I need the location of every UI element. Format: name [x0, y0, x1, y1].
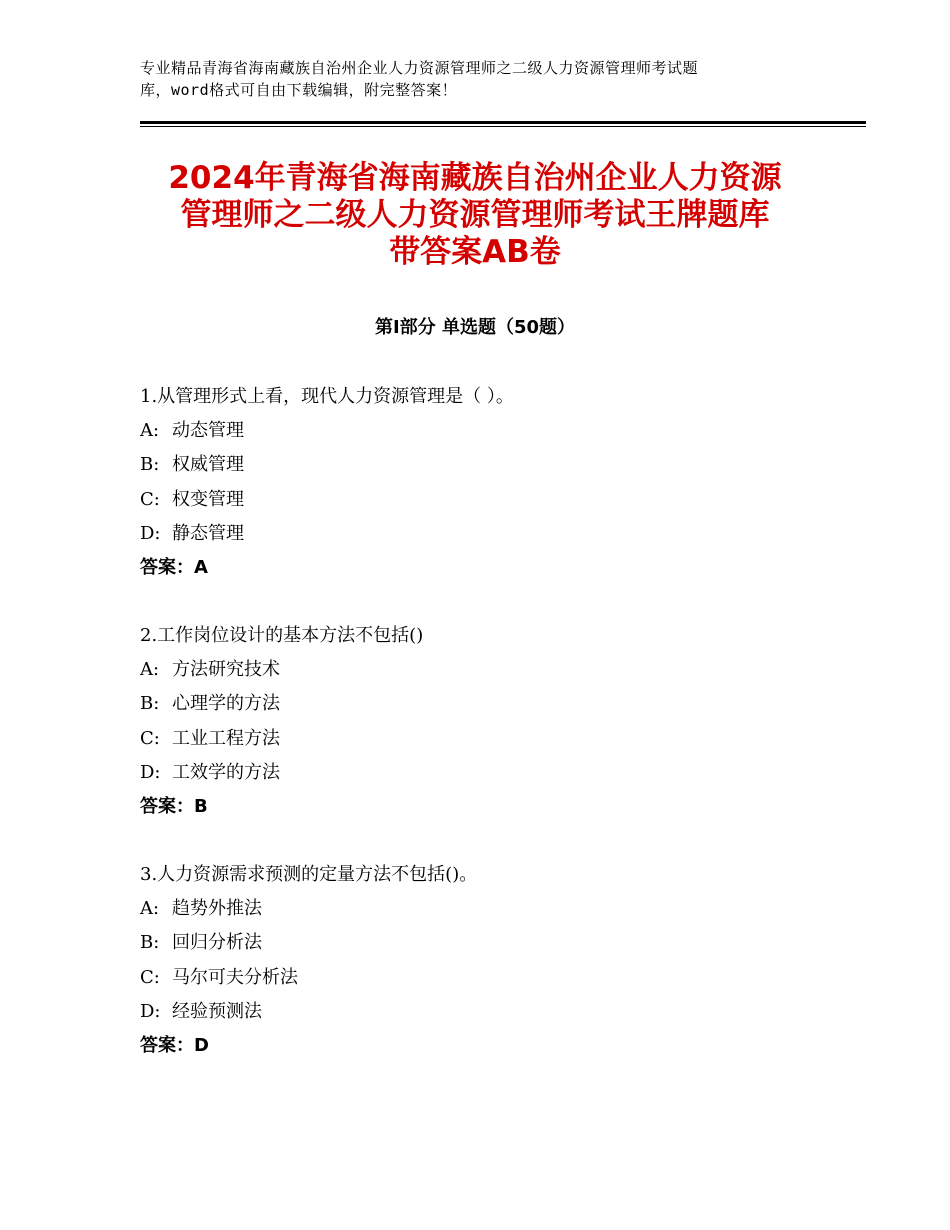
question-stem: 2.工作岗位设计的基本方法不包括() [140, 625, 424, 646]
question-3 [140, 858, 840, 1063]
option-a [140, 653, 840, 687]
option-key: B: [140, 693, 160, 715]
document-title [120, 160, 830, 271]
option-key: B: [140, 932, 160, 954]
option-key: A: [140, 659, 160, 681]
option-text: 马尔可夫分析法 [172, 966, 298, 988]
option-key: D: [140, 522, 161, 544]
option-c [140, 722, 840, 756]
option-c [140, 961, 840, 995]
header-note-line-2: 库，word格式可自由下载编辑，附完整答案！ [140, 81, 458, 99]
option-key: C: [140, 488, 160, 510]
option-key: C: [140, 727, 160, 749]
option-text: 经验预测法 [172, 1000, 262, 1022]
header-rule-thin [140, 126, 866, 127]
option-key: B: [140, 454, 160, 476]
document-title-line-2: 管理师之二级人力资源管理师考试王牌题库 [180, 197, 770, 233]
option-key: A: [140, 898, 160, 920]
document-title-line-3: 带答案AB卷 [389, 234, 561, 270]
option-text: 动态管理 [172, 420, 244, 442]
option-c [140, 483, 840, 517]
option-key: A: [140, 420, 160, 442]
option-text: 回归分析法 [172, 932, 262, 954]
option-d [140, 517, 840, 551]
section-heading: 第Ⅰ部分 单选题（50题） [374, 317, 575, 338]
question-1 [140, 380, 840, 585]
option-text: 权威管理 [172, 454, 244, 476]
option-key: D: [140, 761, 161, 783]
option-a [140, 414, 840, 448]
option-text: 权变管理 [172, 488, 244, 510]
option-text: 心理学的方法 [172, 693, 280, 715]
option-key: D: [140, 1000, 161, 1022]
option-key: C: [140, 966, 160, 988]
answer: 答案：A [140, 556, 208, 578]
option-a [140, 892, 840, 926]
header-note-line-1: 专业精品青海省海南藏族自治州企业人力资源管理师之二级人力资源管理师考试题 [140, 59, 699, 77]
option-d [140, 995, 840, 1029]
option-text: 工效学的方法 [172, 761, 280, 783]
option-text: 静态管理 [172, 522, 244, 544]
option-text: 方法研究技术 [172, 659, 280, 681]
option-d [140, 756, 840, 790]
header-note [140, 57, 820, 101]
question-2 [140, 619, 840, 824]
question-stem: 1.从管理形式上看，现代人力资源管理是（ ）。 [140, 386, 514, 407]
answer: 答案：D [140, 1034, 209, 1056]
option-text: 趋势外推法 [172, 898, 262, 920]
answer: 答案：B [140, 795, 208, 817]
option-b [140, 448, 840, 482]
option-b [140, 926, 840, 960]
question-stem: 3.人力资源需求预测的定量方法不包括()。 [140, 864, 478, 885]
header-rule-thick [140, 121, 866, 124]
option-b [140, 687, 840, 721]
option-text: 工业工程方法 [172, 727, 280, 749]
document-title-line-1: 2024年青海省海南藏族自治州企业人力资源 [168, 160, 782, 196]
